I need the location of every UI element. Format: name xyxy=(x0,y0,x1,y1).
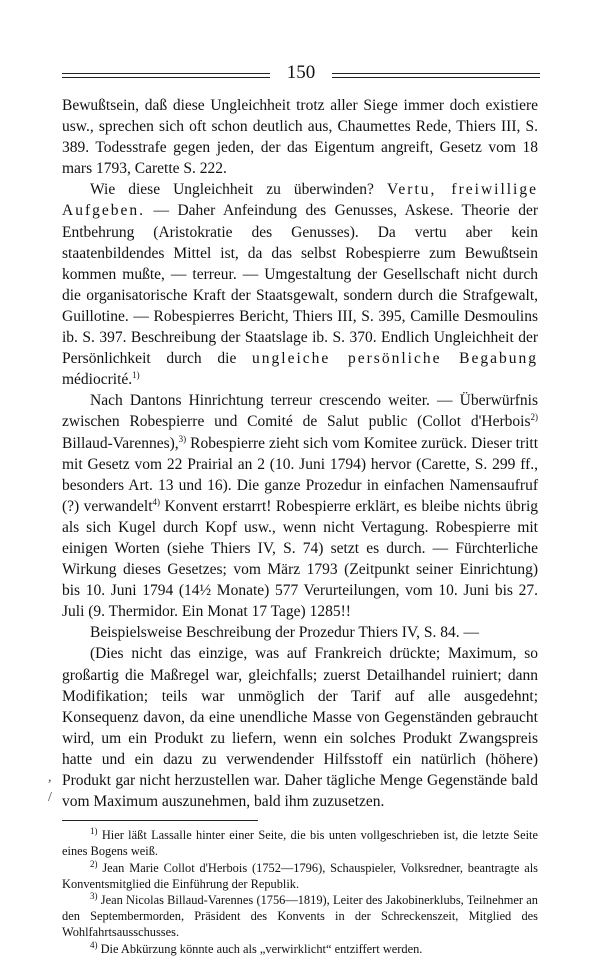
spaced-text: Vertu, freiwillige Aufgeben. xyxy=(62,181,538,220)
footnote-rule xyxy=(62,820,258,821)
footnote-number: 3) xyxy=(90,890,98,901)
paragraph: (Dies nicht das einzige, was auf Frankreich drückte; Maximum, so großartig die Maßregel war, gleichfalls; zuerst Detailhandel ruiniert; dann Modifikation; teils war unmöglich der Tarif auf alle ausgedehnt; Konsequenz davon, da eine unendliche Masse von Gegenständen gebraucht wird, um ein Produkt zu liefern, wenn ein solches Produkt Zwangspreis hatte und ein dazu zu verwendender Hilfsstoff ein natürlich (höhere) Produkt gar nicht herzustellen war. Daher tägliche Menge Gegenstände bald vom Maximum auszunehmen, bald ihm zuzusetzen. xyxy=(62,645,538,811)
footnote-number: 2) xyxy=(90,858,98,869)
main-text xyxy=(62,95,538,957)
text-run: — Daher Anfeindung des Genusses, Askese. Theorie der Entbehrung (Aristokratie des Genusses). Da vertu aber kein staatenbildendes Mittel ist, da das selbst Robespierre zum Bewußtsein kommen mußte, — terreur. — Umgestaltung der Gesellschaft nicht durch die organisatorische Kraft der Staatsgewalt, sondern durch die Strafgewalt, Guillotine. — Robespierres Bericht, Thiers III, S. 395, Camille Desmoulins ib. S. 397. Beschreibung der Staatslage ib. S. 370. Endlich Ungleichheit der Persönlichkeit durch die xyxy=(62,202,538,368)
header-rule-right xyxy=(332,73,540,78)
footnote-number: 1) xyxy=(90,826,98,837)
margin-mark: / xyxy=(48,790,52,805)
paragraph: Bewußtsein, daß diese Ungleichheit trotz aller Siege immer doch existiere usw., sprechen sich oft schon deutlich aus, Chaumettes Rede, Thiers III, S. 389. Todesstrafe gegen jeden, der das Eigentum angreift, Gesetz vom 18 mars 1793, Carette S. 222. xyxy=(62,97,538,178)
text-run: Billaud-Varennes), xyxy=(62,434,179,452)
footnote-text: Hier läßt Lassalle hinter einer Seite, die bis unten vollgeschrieben ist, die letzte Seite eines Bogens weiß. xyxy=(62,828,538,859)
footnote-number: 4) xyxy=(90,939,98,950)
footnote-ref: 4) xyxy=(152,496,161,507)
footnote xyxy=(62,827,538,859)
text-run: Nach Dantons Hinrichtung terreur crescendo weiter. — Überwürfnis zwischen Robespierre und Comité de Salut public (Collot d'Herbois xyxy=(62,392,538,431)
spaced-text: ungleiche persönliche Begabung xyxy=(252,350,539,368)
text-run: Wie diese Ungleichheit zu überwinden? xyxy=(90,181,387,199)
paragraph xyxy=(62,179,538,390)
footnote-text: Jean Nicolas Billaud-Varennes (1756—1819), Leiter des Jakobinerklubs, Teilnehmer an den Septembermorden, Präsident des Konvents in der Schreckenszeit, Mitglied des Wohlfahrtsausschusses. xyxy=(62,893,538,940)
paragraph: Beispielsweise Beschreibung der Prozedur Thiers IV, S. 84. — xyxy=(90,624,480,642)
margin-mark: , xyxy=(48,770,52,785)
text-run: Konvent erstarrt! Robespierre erklärt, es bleibe nichts übrig als sich Kugel durch Kopf usw., wenn nicht Vertagung. Robespierre mit einigen Worten (siehe Thiers IV, S. 74) setzt es durch. — Fürchterliche Wirkung dieses Gesetzes; vom März 1793 (Zeitpunkt seiner Einrichtung) bis 10. Juni 1794 (14½ Monate) 577 Verurteilungen, vom 10. Juni bis 27. Juli (9. Thermidor. Ein Monat 17 Tage) 1285!! xyxy=(62,497,539,621)
footnote-text: Jean Marie Collot d'Herbois (1752—1796), Schauspieler, Volksredner, beantragte als Konventsmitglied die Einführung der Republik. xyxy=(62,860,538,891)
text-run: Robespierre zieht sich vom Komitee zurück. Dieser tritt mit Gesetz vom 22 Prairial an 2 (10. Juni 1794) hervor (Carette, S. 299 ff., besonders Art. 13 und 16). Die ganze Prozedur in einfachen Namensaufruf (?) verwandelt xyxy=(62,434,538,515)
footnote-ref: 2) xyxy=(530,412,538,423)
text-run: médiocrité. xyxy=(62,371,133,389)
page-number: 150 xyxy=(286,62,316,83)
footnote xyxy=(62,941,538,957)
page-header xyxy=(62,60,540,90)
footnote xyxy=(62,860,538,892)
footnote-text: Die Abkürzung könnte auch als „verwirklicht“ entziffert werden. xyxy=(97,941,423,956)
footnote xyxy=(62,892,538,941)
footnote-ref: 1) xyxy=(132,370,140,381)
paragraph xyxy=(62,390,538,622)
footnote-ref: 3) xyxy=(178,433,187,444)
